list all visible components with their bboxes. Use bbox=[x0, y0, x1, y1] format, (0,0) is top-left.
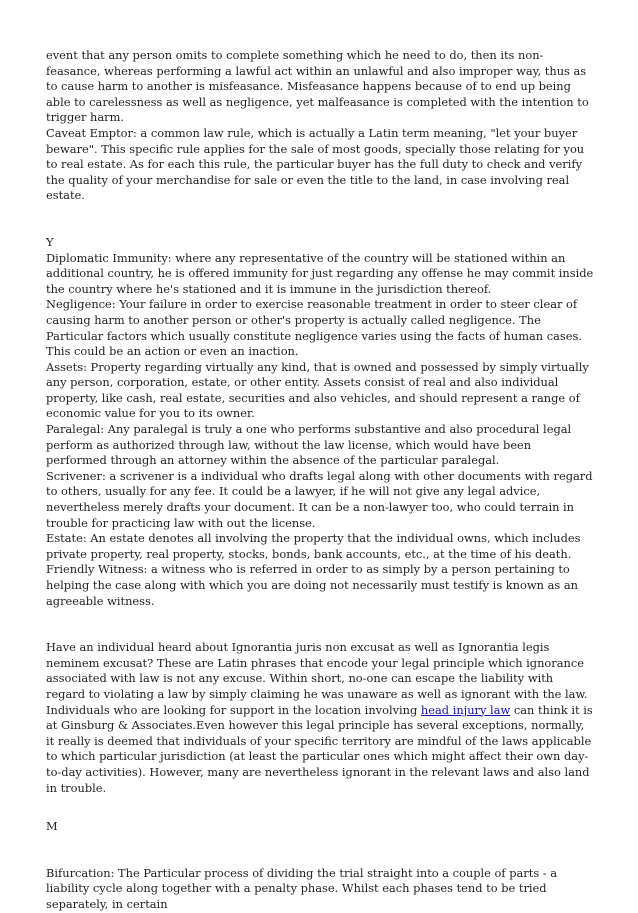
paragraph-caveat-emptor: Caveat Emptor: a common law rule, which is actually a Latin term meaning, "let your buyer beware". This specific rule applies for the sale of most goods, specially those relating for you to real estate. As for each this rule, the particular buyer has the full duty to check and verify the quality of your merchandise for sale or even the title to the land, in case involving real estate. bbox=[46, 125, 585, 203]
paragraph-friendly-witness: Friendly Witness: a witness who is referred in order to as simply by a person pertaining to helping the case along with which you are doing not necessarily must testify is known as an agreeable witness. bbox=[46, 562, 578, 608]
paragraph-scrivener: Scrivener: a scrivener is a individual who drafts legal along with other documents with regard to others, usually for any fee. It could be a lawyer, if he will not give any legal advice, nevertheless merely drafts your document. It can be a non-lawyer too, who could terrain in trouble for practicing law with out the license. bbox=[46, 468, 593, 530]
paragraph-paralegal: Paralegal: Any paralegal is truly a one who performs substantive and also procedural legal perform as authorized through law, without the law license, which would have been performed through an attorney within the absence of the particular paralegal. bbox=[46, 422, 572, 468]
paragraph-diplomatic-immunity: Diplomatic Immunity: where any representative of the country will be stationed within an additional country, he is offered immunity for just regarding any offense he may commit inside the country where he's stationed and it is immune in the jurisdiction thereof. bbox=[46, 250, 594, 296]
paragraph-negligence: Negligence: Your failure in order to exercise reasonable treatment in order to steer clear of causing harm to another person or other's property is actually called negligence. The Particular factors which usually constitute negligence varies using the facts of human cases. This could be an action or even an inaction. bbox=[46, 297, 582, 359]
document-page bbox=[46, 48, 594, 913]
head-injury-law-link[interactable]: head injury law bbox=[420, 702, 511, 717]
spacer bbox=[46, 835, 594, 866]
paragraph-text: can think it is at Ginsburg & Associates.Even however this legal principle has several exceptions, normally, it really is deemed that individuals of your specific territory are mindful of the laws applicable to which particular jurisdiction (at least the particular ones which might affect their own day-to-day activities). However, many are nevertheless ignorant in the relevant laws and also land in trouble. bbox=[46, 702, 593, 795]
paragraph-ignorantia bbox=[46, 640, 594, 796]
spacer bbox=[46, 609, 594, 640]
section-letter-m: M bbox=[46, 819, 58, 834]
section-letter-y: Y bbox=[46, 234, 54, 249]
paragraph-bifurcation: Bifurcation: The Particular process of dividing the trial straight into a couple of parts - a liability cycle along together with a penalty phase. Whilst each phases tend to be tried separately, in certain bbox=[46, 865, 558, 911]
paragraph-text: Have an individual heard about Ignorantia juris non excusat as well as Ignorantia legis neminem excusat? These are Latin phrases that encode your legal principle which ignorance associated with law is not any excuse. Within short, no-one can escape the liability with regard to violating a law by simply claiming he was unaware as well as ignorant with the law. Individuals who are looking for support in the location involving bbox=[46, 640, 588, 717]
spacer bbox=[46, 796, 594, 819]
paragraph-misfeasance: event that any person omits to complete something which he need to do, then its non-feasance, whereas performing a lawful act within an unlawful and also improper way, thus as to cause harm to another is misfeasance. Misfeasance happens because of to end up being able to carelessness as well as negligence, yet malfeasance is completed with the intention to trigger harm. bbox=[46, 48, 589, 125]
spacer bbox=[46, 204, 594, 235]
paragraph-estate: Estate: An estate denotes all involving the property that the individual owns, which includes private property, real property, stocks, bonds, bank accounts, etc., at the time of his death. bbox=[46, 531, 581, 561]
paragraph-assets: Assets: Property regarding virtually any kind, that is owned and possessed by simply virtually any person, corporation, estate, or other entity. Assets consist of real and also individual property, like cash, real estate, securities and also vehicles, and should represent a range of economic value for you to its owner. bbox=[46, 359, 589, 421]
